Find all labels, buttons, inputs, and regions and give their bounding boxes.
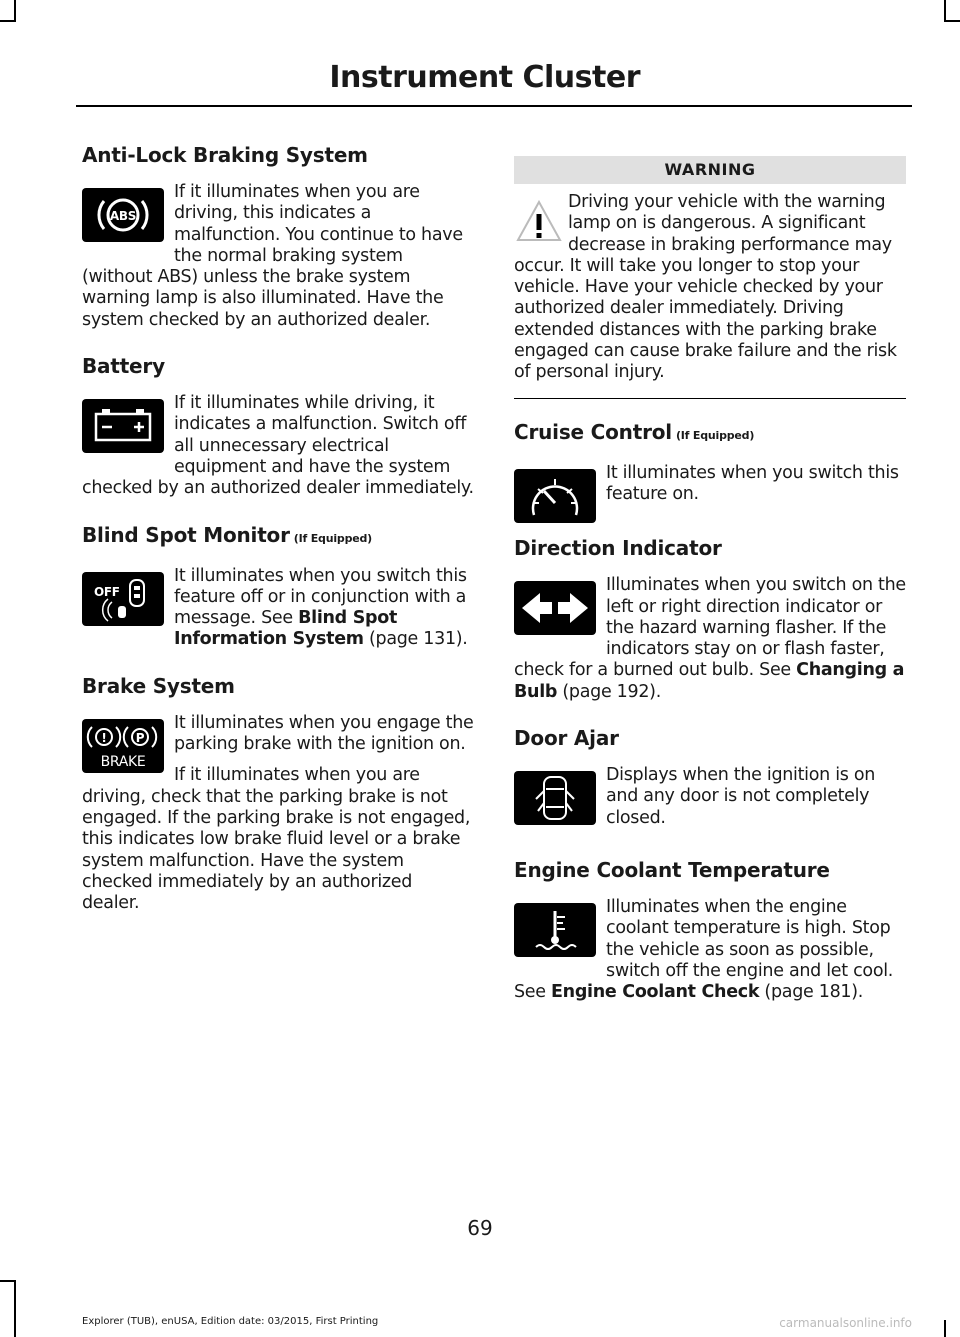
page-title: Instrument Cluster [329, 60, 640, 95]
section-coolant [514, 855, 906, 1003]
abs-icon [82, 188, 164, 242]
svg-text:ABS: ABS [109, 209, 137, 223]
section-abs [82, 140, 474, 331]
abs-text: If it illuminates when you are driving, this indicates a malfunction. You continue to have the normal braking system (without ABS) unless the brake system warning lamp is also illuminated. Have the system checked by an authorized dealer. [82, 182, 463, 330]
door-heading: Door Ajar [514, 726, 619, 751]
blind-spot-icon [82, 572, 164, 626]
direction-page: (page 192). [557, 681, 661, 702]
svg-text:P: P [135, 730, 145, 745]
coolant-text: Illuminates when the engine coolant temperature is high. Stop the vehicle as soon as possible, switch off the engine and let cool. See [514, 896, 894, 1003]
warning-text: Driving your vehicle with the warning lamp on is dangerous. A significant decrease in braking performance may occur. It will take you longer to stop your vehicle. Have your vehicle checked by your authorized dealer immediately. Driving extended distances with the parking brake engaged can cause brake failure and the risk of personal injury. [514, 192, 897, 383]
door-text: Displays when the ignition is on and any door is not completely closed. [606, 765, 876, 828]
crop-mark [944, 1320, 946, 1337]
direction-text: Illuminates when you switch on the left or right direction indicator or the hazard warning flasher. If the indicators stay on or flash faster, check for a burned out bulb. See [514, 575, 906, 681]
left-column [82, 140, 474, 934]
blind-spot-page: (page 131). [363, 629, 468, 650]
changing-bulb-link[interactable]: Changing a Bulb [514, 660, 905, 702]
abs-heading: Anti-Lock Braking System [82, 143, 368, 167]
direction-arrows-icon [514, 581, 596, 635]
blind-spot-qualifier: (If Equipped) [293, 531, 373, 545]
blind-spot-heading: Blind Spot Monitor (If Equipped) [82, 522, 373, 547]
battery-icon [82, 399, 164, 453]
coolant-heading: Engine Coolant Temperature [514, 857, 830, 882]
page-number: 69 [467, 1216, 493, 1240]
right-column [514, 148, 906, 1023]
crop-mark [14, 1280, 16, 1337]
cruise-text: It illuminates when you switch this feature on. [606, 462, 899, 504]
section-door [514, 723, 906, 829]
crop-mark [944, 0, 946, 22]
brake-text-1: It illuminates when you engage the parking brake with the ignition on. [174, 712, 474, 755]
section-direction [514, 533, 906, 703]
coolant-temperature-icon [514, 903, 596, 957]
section-battery [82, 351, 474, 499]
blind-spot-link[interactable]: Blind Spot Information System [174, 608, 398, 650]
brake-text-2: If it illuminates when you are driving, check that the parking brake is not engaged. If the parking brake is not engaged, this indicates low brake fluid level or a brake system malfunction. Have the system checked immediately by an authorized dealer. [82, 765, 471, 914]
crop-mark [14, 0, 16, 22]
svg-text:OFF: OFF [94, 584, 120, 599]
warning-triangle-icon [514, 196, 564, 250]
header-rule [76, 105, 912, 107]
cruise-qualifier: (If Equipped) [675, 428, 755, 442]
brake-heading: Brake System [82, 673, 235, 698]
speedometer-icon [514, 469, 596, 523]
section-cruise [514, 417, 906, 506]
brake-icon [82, 719, 164, 773]
watermark: carmanualsonline.info [779, 1316, 912, 1330]
blind-spot-text: It illuminates when you switch this feature off or in conjunction with a message. See [174, 565, 467, 629]
battery-heading: Battery [82, 354, 165, 379]
direction-heading: Direction Indicator [514, 536, 722, 561]
crop-mark [944, 20, 960, 22]
battery-text: If it illuminates while driving, it indicates a malfunction. Switch off all unnecessary electrical equipment and have the system checked by an authorized dealer immediately. [82, 393, 474, 499]
door-ajar-icon [514, 771, 596, 825]
warning-heading: WARNING [514, 156, 906, 184]
warning-rule [514, 398, 906, 399]
coolant-check-link[interactable]: Engine Coolant Check [551, 982, 760, 1003]
svg-text:BRAKE: BRAKE [100, 753, 146, 770]
crop-mark [0, 20, 16, 22]
coolant-page: (page 181). [759, 982, 864, 1003]
svg-text:!: ! [101, 730, 107, 745]
cruise-heading: Cruise Control (If Equipped) [514, 419, 755, 444]
footer-text: Explorer (TUB), enUSA, Edition date: 03/2015, First Printing [82, 1316, 379, 1327]
crop-mark [0, 1280, 16, 1282]
section-blind-spot [82, 520, 474, 651]
section-brake [82, 671, 474, 915]
